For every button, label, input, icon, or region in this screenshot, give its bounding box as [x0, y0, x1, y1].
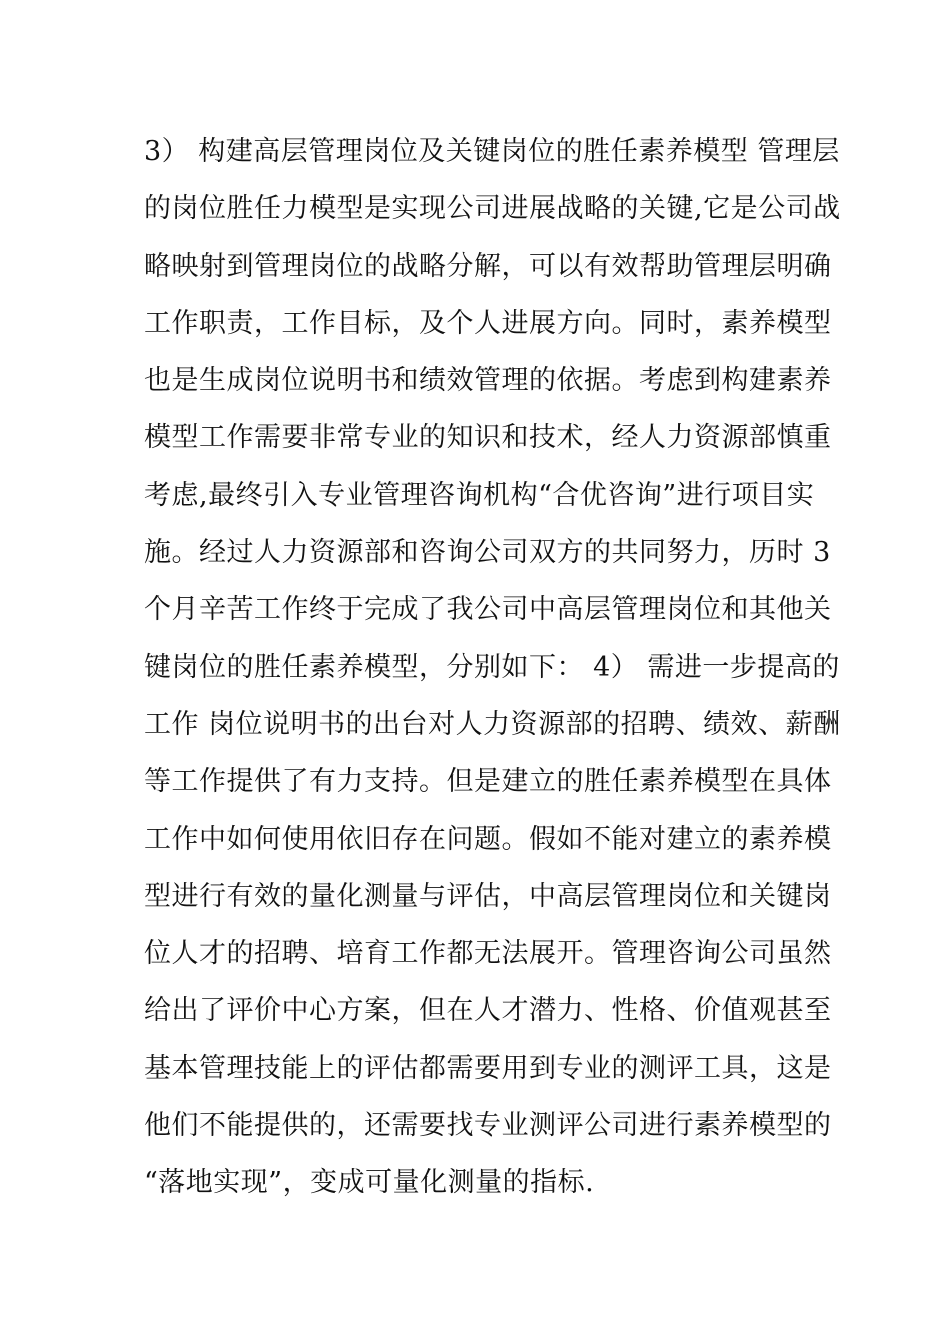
text-line: 模型工作需要非常专业的知识和技术，经人力资源部慎重 [144, 422, 832, 454]
text-line: 位人才的招聘、培育工作都无法展开。管理咨询公司虽然 [144, 938, 832, 970]
text-line: 工作 岗位说明书的出台对人力资源部的招聘、绩效、薪酬 [144, 708, 841, 740]
body-text [144, 130, 841, 1219]
text-line: 工作中如何使用依旧存在问题。假如不能对建立的素养模 [144, 823, 832, 855]
text-line: 给出了评价中心方案，但在人才潜力、性格、价值观甚至 [144, 995, 832, 1027]
text-line: 也是生成岗位说明书和绩效管理的依据。考虑到构建素养 [144, 365, 832, 397]
text-line: “落地实现”，变成可量化测量的指标. [144, 1167, 595, 1199]
text-line: 3） 构建高层管理岗位及关键岗位的胜任素养模型 管理层 [144, 136, 840, 167]
text-line: 等工作提供了有力支持。但是建立的胜任素养模型在具体 [144, 766, 832, 798]
text-line: 个月辛苦工作终于完成了我公司中高层管理岗位和其他关 [144, 594, 832, 626]
text-line: 基本管理技能上的评估都需要用到专业的测评工具，这是 [144, 1052, 832, 1084]
text-line: 他们不能提供的，还需要找专业测评公司进行素养模型的 [144, 1110, 832, 1142]
text-line: 型进行有效的量化测量与评估，中高层管理岗位和关键岗 [144, 880, 832, 912]
text-line: 工作职责，工作目标，及个人进展方向。同时，素养模型 [144, 307, 832, 339]
text-line: 考虑,最终引入专业管理咨询机构“合优咨询”进行项目实 [144, 479, 815, 511]
text-line: 键岗位的胜任素养模型，分别如下： 4） 需进一步提高的 [144, 651, 840, 683]
text-line: 的岗位胜任力模型是实现公司进展战略的关键,它是公司战 [144, 193, 841, 225]
text-line: 施。经过人力资源部和咨询公司双方的共同努力，历时 3 [144, 537, 831, 569]
text-line: 略映射到管理岗位的战略分解，可以有效帮助管理层明确 [144, 250, 832, 282]
